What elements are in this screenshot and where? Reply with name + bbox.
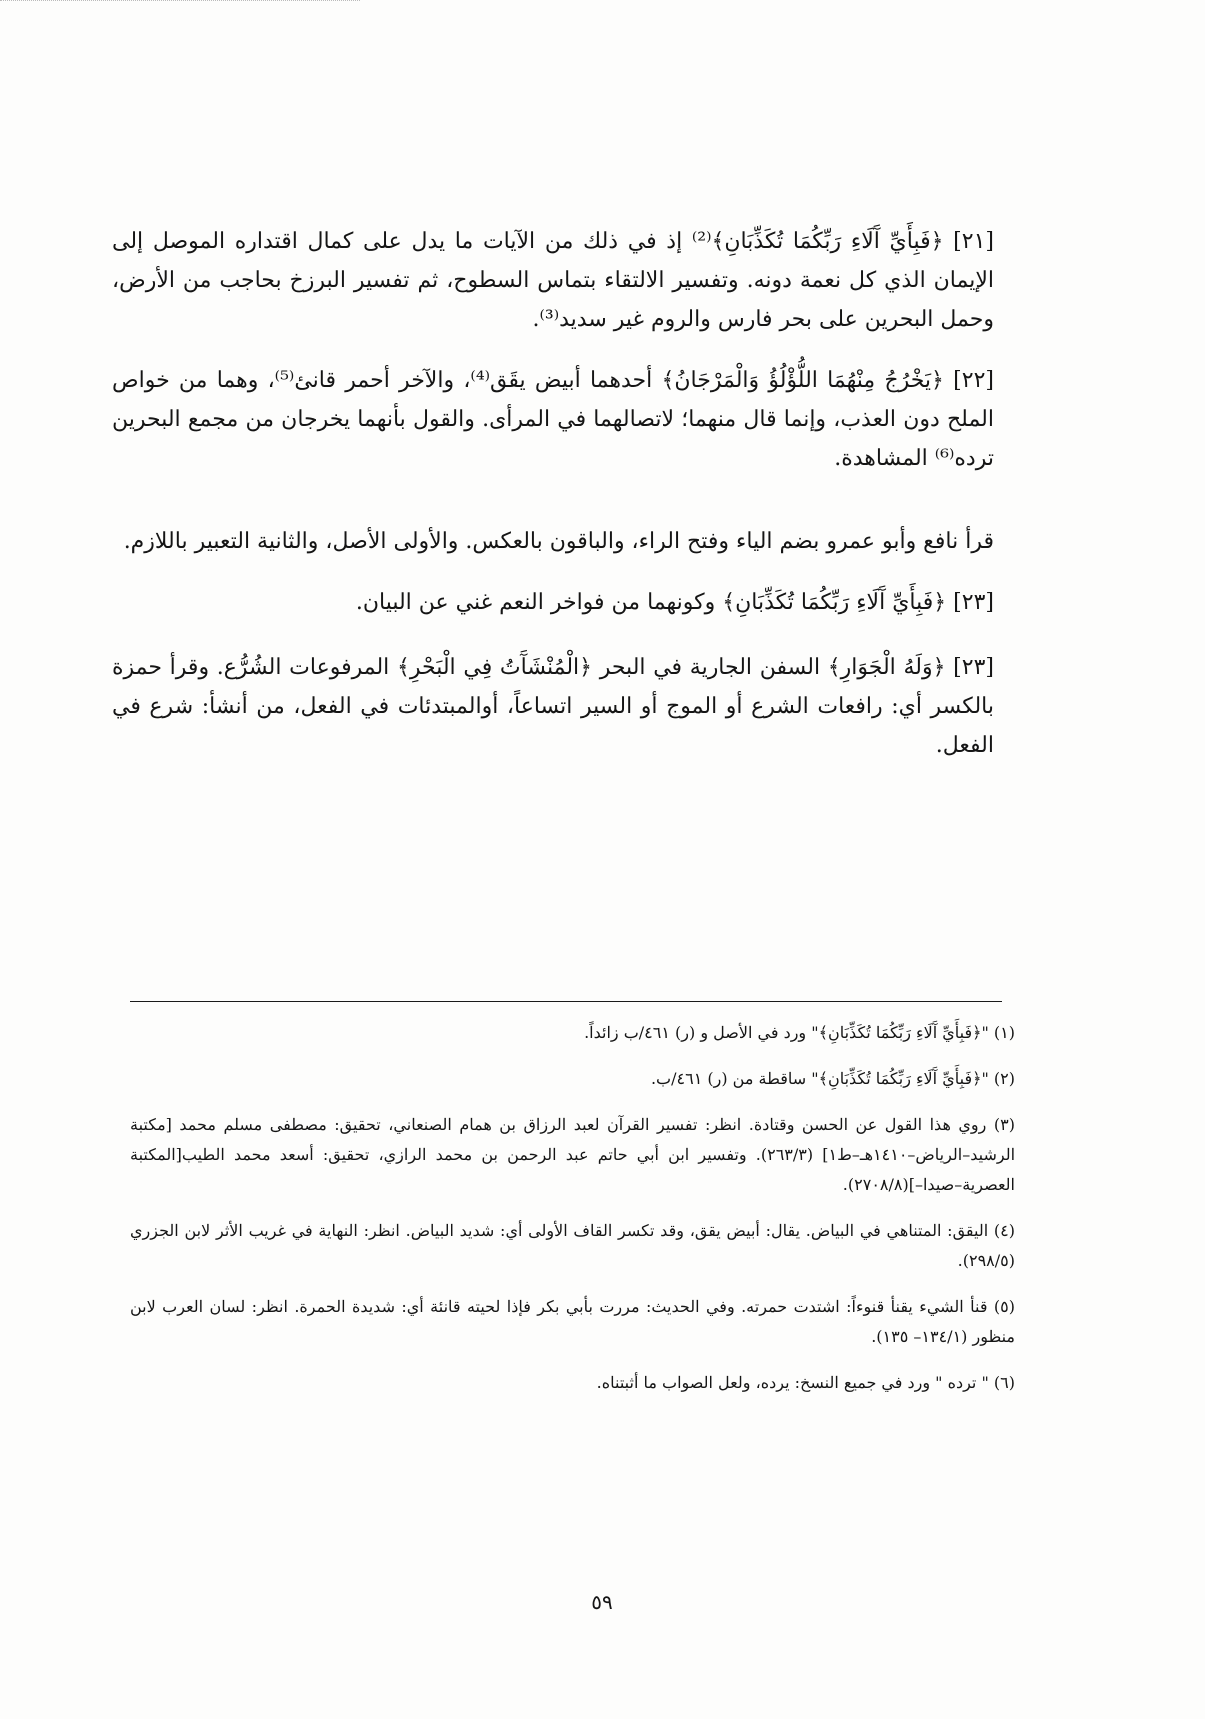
footnote-1: (١) "﴿فَبِأَيِّ آَلَاءِ رَبِّكُمَا تُكَذِّبَانِ﴾" ورد في الأصل و (ر) ٤٦١/ب زائداً.	[584, 1023, 1015, 1042]
footnote-3: (٣) روي هذا القول عن الحسن وقتادة. انظر: تفسير القرآن لعبد الرزاق بن همام الصنعاني، تحقيق: مصطفى مسلم محمد [مكتبة الرشيد–الرياض–١٤١٠هـ–ط١] (٢٦٣/٣). وتفسير ابن أبي حاتم عبد الرحمن بن محمد الرازي، تحقيق: أسعد محمد الطيب[المكتبة العصرية–صيدا–](٢٧٠٨/٨).	[130, 1115, 1016, 1194]
footnote-2: (٢) "﴿فَبِأَيِّ آَلَاءِ رَبِّكُمَا تُكَذِّبَانِ﴾" ساقطة من (ر) ٤٦١/ب.	[650, 1069, 1015, 1088]
footnote-5: (٥) قنأ الشيء يقنأ قنوءاً: اشتدت حمرته. وفي الحديث: مررت بأبي بكر فإذا لحيته قانئة أي: شديدة الحمرة. انظر: لسان العرب لابن منظور (١٣٤/١– ١٣٥).	[130, 1297, 1015, 1346]
paragraph-verse-22: [٢٢] ﴿يَخْرُجُ مِنْهُمَا اللُّؤْلُؤُ وَالْمَرْجَانُ﴾ أحدهما أبيض يقَق⁽⁴⁾، والآخر أحمر قانئ⁽⁵⁾، وهما من خواص الملح دون العذب، وإنما قال منهما؛ لاتصالهما في المرأى. والقول بأنهما يخرجان من مجمع البحرين ترده⁽⁶⁾ المشاهدة.	[112, 368, 994, 471]
footnote-4: (٤) اليقق: المتناهي في البياض. يقال: أبيض يقق، وقد تكسر القاف الأولى أي: شديد البياض. انظر: النهاية في غريب الأثر لابن الجزري (٢٩٨/٥).	[130, 1221, 1015, 1270]
paragraph-verse-23a: [٢٣] ﴿فَبِأَيِّ آَلَاءِ رَبِّكُمَا تُكَذِّبَانِ﴾ وكونهما من فواخر النعم غني عن البيان.	[355, 590, 994, 615]
paragraph-qiraat: قرأ نافع وأبو عمرو بضم الياء وفتح الراء، والباقون بالعكس. والأولى الأصل، والثانية التعبير باللازم.	[123, 529, 994, 554]
paragraph-verse-23b: [٢٣] ﴿وَلَهُ الْجَوَارِ﴾ السفن الجارية في البحر ﴿الْمُنْشَآَتُ فِي الْبَحْرِ﴾ المرفوعات الشُرُّع. وقرأ حمزة بالكسر أي: رافعات الشرع أو الموج أو السير اتساعاً، أوالمبتدئات في الفعل، من أنشأ: شرع في الفعل.	[112, 655, 994, 758]
paragraph-verse-21: [٢١] ﴿فَبِأَيِّ آَلَاءِ رَبِّكُمَا تُكَذِّبَانِ﴾⁽²⁾ إذ في ذلك من الآيات ما يدل على كمال اقتداره الموصل إلى الإيمان الذي كل نعمة دونه. وتفسير الالتقاء بتماس السطوح، ثم تفسير البرزخ بحاجب من الأرض، وحمل البحرين على بحر فارس والروم غير سديد⁽³⁾.	[112, 229, 994, 332]
footnotes	[130, 1018, 1015, 1414]
scan-edge-line	[0, 0, 360, 1]
page-number: ٥٩	[591, 1590, 613, 1614]
footnote-separator	[130, 1001, 1002, 1002]
footnote-6: (٦) " ترده " ورد في جميع النسخ: يرده، ولعل الصواب ما أثبتناه.	[596, 1373, 1015, 1392]
main-text	[112, 222, 994, 787]
